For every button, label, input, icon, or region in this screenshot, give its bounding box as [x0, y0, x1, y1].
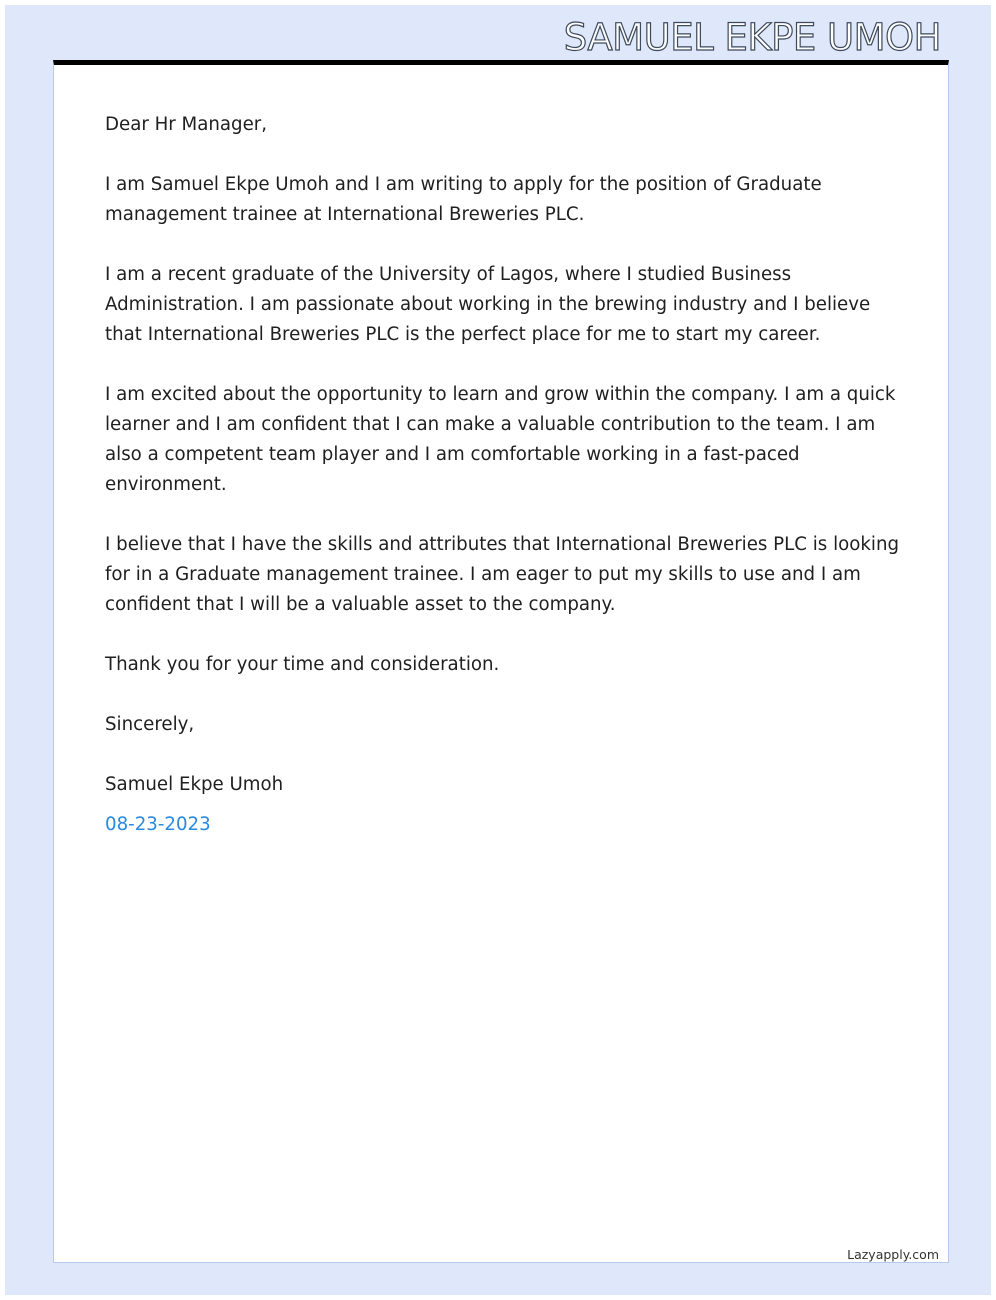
letter-page — [53, 60, 949, 1263]
paragraph-skills: I believe that I have the skills and attributes that International Breweries PLC is looking for in a Graduate management trainee. I am eager to put my skills to use and I am confident that I will be a valuable asset to the company. — [105, 534, 900, 615]
letter-body — [105, 110, 905, 870]
page-background — [5, 5, 991, 1295]
paragraph-intro: I am Samuel Ekpe Umoh and I am writing to apply for the position of Graduate management trainee at International Breweries PLC. — [105, 174, 822, 225]
signature-name: Samuel Ekpe Umoh — [105, 774, 284, 795]
letter-date: 08-23-2023 — [105, 814, 211, 835]
applicant-name-header: SAMUEL EKPE UMOH — [563, 16, 941, 59]
closing: Sincerely, — [105, 714, 195, 735]
footer-brand: Lazyapply.com — [847, 1247, 939, 1262]
paragraph-motivation: I am excited about the opportunity to learn and grow within the company. I am a quick learner and I am confident that I can make a valuable contribution to the team. I am also a competent team player and I am comfortable working in a fast-paced environment. — [105, 384, 896, 495]
paragraph-education: I am a recent graduate of the University of Lagos, where I studied Business Administration. I am passionate about working in the brewing industry and I believe that International Breweries PLC is the perfect place for me to start my career. — [105, 264, 871, 345]
salutation: Dear Hr Manager, — [105, 114, 268, 135]
paragraph-thanks: Thank you for your time and consideration. — [105, 654, 500, 675]
